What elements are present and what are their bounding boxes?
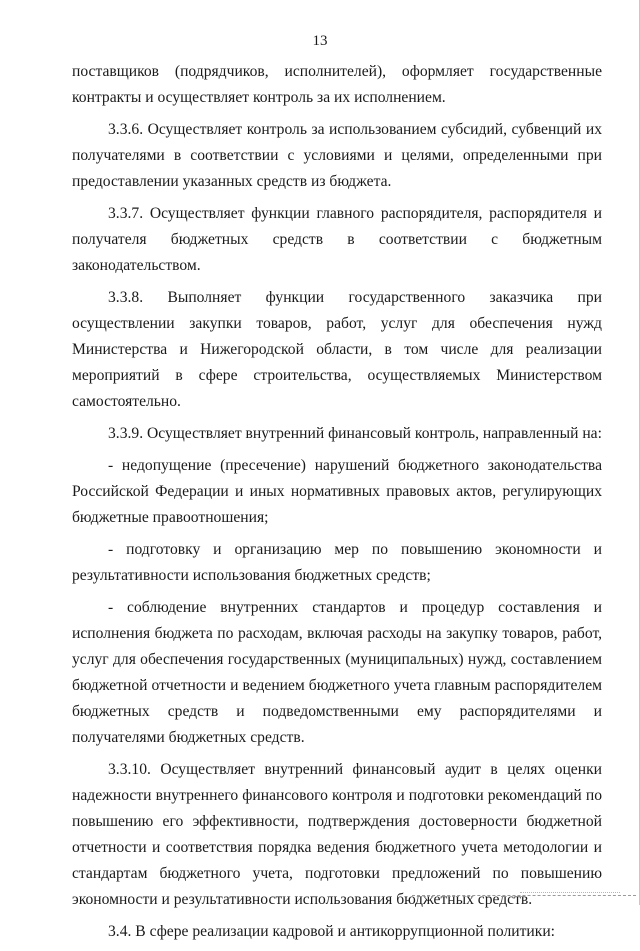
scan-artifact-line	[412, 895, 636, 897]
paragraph-3-3-8: 3.3.8. Выполняет функции государственного заказчика при осуществлении закупки товаров, работ, услуг для обеспечения нужд Министерства и Нижегородской области, в том числе для реализации мероприятий в сфере строительства, осуществляемых Министерством самостоятельно.	[72, 289, 602, 410]
paragraph-procurement-continuation: поставщиков (подрядчиков, исполнителей), оформляет государственные контракты и осуществляет контроль за их исполнением.	[72, 63, 602, 106]
document-body	[72, 59, 602, 951]
paragraph-3-3-6: 3.3.6. Осуществляет контроль за использованием субсидий, субвенций их получателями в соответствии с условиями и целями, определенными при предоставлении указанных средств из бюджета.	[72, 121, 602, 190]
paragraph-3-3-7: 3.3.7. Осуществляет функции главного распорядителя, распорядителя и получателя бюджетных средств в соответствии с бюджетным законодательством.	[72, 205, 602, 274]
list-item-efficiency: - подготовку и организацию мер по повышению экономности и результативности использования бюджетных средств;	[72, 541, 602, 584]
list-item-standards: - соблюдение внутренних стандартов и процедур составления и исполнения бюджета по расходам, включая расходы на закупку товаров, работ, услуг для обеспечения государственных (муниципальных) нужд, составлением бюджетной отчетности и ведением бюджетного учета главным распорядителем бюджетных средств и подведомственными ему распорядителями и получателями бюджетных средств.	[72, 599, 602, 746]
paragraph-3-3-10: 3.3.10. Осуществляет внутренний финансовый аудит в целях оценки надежности внутреннего финансового контроля и подготовки рекомендаций по повышению его эффективности, подтверждения достоверности бюджетной отчетности и соответствия порядка ведения бюджетного учета методологии и стандартам бюджетного учета, подготовки предложений по повышению экономности и результативности использования бюджетных средств.	[72, 761, 602, 908]
paragraph-3-3-9: 3.3.9. Осуществляет внутренний финансовый контроль, направленный на:	[108, 425, 602, 442]
list-item-prevention: - недопущение (пресечение) нарушений бюджетного законодательства Российской Федерации и иных нормативных правовых актов, регулирующих бюджетные правоотношения;	[72, 457, 602, 526]
scan-artifact-dots	[520, 892, 620, 894]
page-number: 13	[312, 33, 328, 49]
paragraph-3-4: 3.4. В сфере реализации кадровой и антикоррупционной политики:	[108, 923, 556, 940]
